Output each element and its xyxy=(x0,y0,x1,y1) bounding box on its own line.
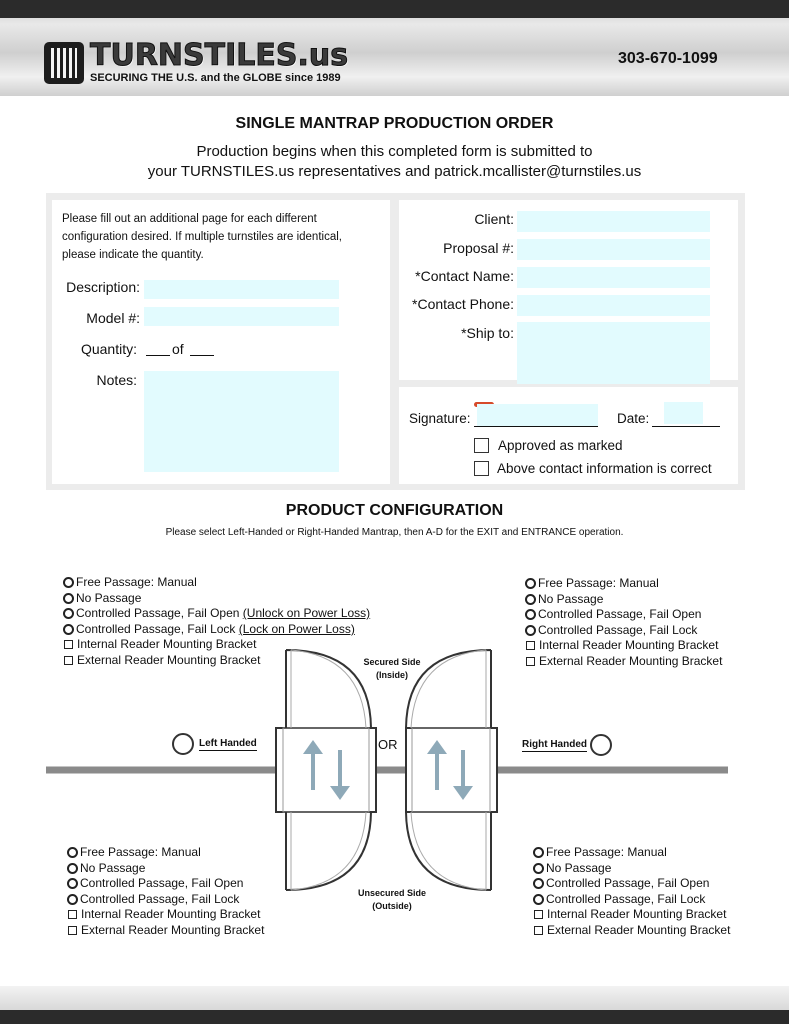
checkbox-icon[interactable] xyxy=(68,910,77,919)
signature-line xyxy=(474,426,598,427)
option-controlled-open[interactable]: Controlled Passage, Fail Open xyxy=(533,876,730,892)
or-label: OR xyxy=(378,737,398,752)
inside-label: (Inside) xyxy=(375,670,408,680)
option-free-passage[interactable]: Free Passage: Manual xyxy=(63,575,370,591)
option-internal-bracket[interactable]: Internal Reader Mounting Bracket xyxy=(63,637,370,653)
option-no-passage[interactable]: No Passage xyxy=(67,861,264,877)
option-external-bracket[interactable]: External Reader Mounting Bracket xyxy=(67,923,264,939)
quantity-field[interactable] xyxy=(146,355,170,356)
option-no-passage[interactable]: No Passage xyxy=(63,591,370,607)
right-handed-label: Right Handed xyxy=(522,739,587,750)
option-free-passage[interactable]: Free Passage: Manual xyxy=(533,845,730,861)
right-bottom-wing xyxy=(406,812,491,890)
quantity-of-label: of xyxy=(172,341,184,357)
option-controlled-lock[interactable]: Controlled Passage, Fail Lock xyxy=(67,892,264,908)
radio-icon[interactable] xyxy=(63,608,74,619)
product-config-title: PRODUCT CONFIGURATION xyxy=(285,502,504,519)
radio-icon[interactable] xyxy=(525,594,536,605)
client-field[interactable] xyxy=(517,211,710,232)
option-external-bracket[interactable]: External Reader Mounting Bracket xyxy=(525,654,722,670)
checkbox-icon[interactable] xyxy=(534,910,543,919)
ship-to-field[interactable] xyxy=(517,322,710,384)
option-internal-bracket[interactable]: Internal Reader Mounting Bracket xyxy=(67,907,264,923)
contact-phone-label: *Contact Phone: xyxy=(412,296,514,312)
signature-field[interactable] xyxy=(477,404,598,426)
radio-icon[interactable] xyxy=(63,624,74,635)
phone-number: 303-670-1099 xyxy=(618,50,718,67)
turnstile-logo-icon xyxy=(44,42,84,84)
unsecured-side-label: Unsecured Side xyxy=(357,888,427,898)
option-external-bracket[interactable]: External Reader Mounting Bracket xyxy=(63,653,370,669)
date-line xyxy=(652,426,720,427)
contact-correct-checkbox[interactable] xyxy=(474,461,489,476)
ship-to-label: *Ship to: xyxy=(461,325,514,341)
notes-label: Notes: xyxy=(96,372,137,388)
logo-text: TURNSTILES.us xyxy=(90,38,349,73)
option-internal-bracket[interactable]: Internal Reader Mounting Bracket xyxy=(533,907,730,923)
radio-icon[interactable] xyxy=(525,625,536,636)
approved-label: Approved as marked xyxy=(498,438,623,453)
approved-checkbox[interactable] xyxy=(474,438,489,453)
page-title: SINGLE MANTRAP PRODUCTION ORDER xyxy=(235,115,554,132)
description-label: Description: xyxy=(66,279,140,295)
quantity-total-field[interactable] xyxy=(190,355,214,356)
notes-field[interactable] xyxy=(144,371,339,472)
quantity-label: Quantity: xyxy=(80,341,137,357)
description-field[interactable] xyxy=(144,280,339,299)
option-no-passage[interactable]: No Passage xyxy=(525,592,722,608)
date-field[interactable] xyxy=(664,402,703,424)
left-bottom-wing xyxy=(286,812,371,890)
footer-strip xyxy=(0,1010,789,1024)
client-label: Client: xyxy=(474,211,514,227)
instructions-text: Please fill out an additional page for each different configuration desired. If multiple turnstiles are identical, please indicate the quantity. xyxy=(62,213,342,261)
option-free-passage[interactable]: Free Passage: Manual xyxy=(525,576,722,592)
option-no-passage[interactable]: No Passage xyxy=(533,861,730,877)
header-top-strip xyxy=(0,0,789,18)
date-label: Date: xyxy=(617,411,650,426)
outside-label: (Outside) xyxy=(372,901,412,911)
secured-side-label: Secured Side xyxy=(363,657,421,667)
option-controlled-open[interactable]: Controlled Passage, Fail Open (Unlock on Power Loss) xyxy=(63,606,370,622)
contact-phone-field[interactable] xyxy=(517,295,710,316)
option-external-bracket[interactable]: External Reader Mounting Bracket xyxy=(533,923,730,939)
contact-correct-label: Above contact information is correct xyxy=(497,461,712,476)
radio-icon[interactable] xyxy=(525,609,536,620)
left-handed-radio[interactable] xyxy=(172,733,194,755)
option-controlled-lock[interactable]: Controlled Passage, Fail Lock (Lock on Power Loss) xyxy=(63,622,370,638)
radio-icon[interactable] xyxy=(63,577,74,588)
signature-label: Signature: xyxy=(409,411,471,426)
option-controlled-open[interactable]: Controlled Passage, Fail Open xyxy=(67,876,264,892)
contact-name-label: *Contact Name: xyxy=(415,268,514,284)
radio-icon[interactable] xyxy=(63,593,74,604)
right-handed-radio[interactable] xyxy=(590,734,612,756)
logo-tagline: SECURING THE U.S. and the GLOBE since 1989 xyxy=(90,72,341,84)
left-handed-label: Left Handed xyxy=(199,738,257,749)
intro-line-2: your TURNSTILES.us representatives and patrick.mcallister@turnstiles.us xyxy=(147,163,642,180)
option-internal-bracket[interactable]: Internal Reader Mounting Bracket xyxy=(525,638,722,654)
product-config-subtitle: Please select Left-Handed or Right-Handed Mantrap, then A-D for the EXIT and ENTRANCE operation. xyxy=(165,527,624,538)
left-cabinet xyxy=(276,728,376,812)
option-controlled-lock[interactable]: Controlled Passage, Fail Lock xyxy=(525,623,722,639)
proposal-label: Proposal #: xyxy=(443,240,514,256)
right-cabinet xyxy=(406,728,497,812)
option-controlled-open[interactable]: Controlled Passage, Fail Open xyxy=(525,607,722,623)
header-bar xyxy=(0,0,789,96)
model-field[interactable] xyxy=(144,307,339,326)
right-turnstile-unit xyxy=(406,650,497,890)
intro-line-1: Production begins when this completed form is submitted to xyxy=(196,143,593,160)
left-turnstile-unit xyxy=(276,650,376,890)
model-label: Model #: xyxy=(86,310,140,326)
checkbox-icon[interactable] xyxy=(534,926,543,935)
radio-icon[interactable] xyxy=(525,578,536,589)
proposal-field[interactable] xyxy=(517,239,710,260)
option-free-passage[interactable]: Free Passage: Manual xyxy=(67,845,264,861)
contact-name-field[interactable] xyxy=(517,267,710,288)
checkbox-icon[interactable] xyxy=(68,926,77,935)
option-controlled-lock[interactable]: Controlled Passage, Fail Lock xyxy=(533,892,730,908)
